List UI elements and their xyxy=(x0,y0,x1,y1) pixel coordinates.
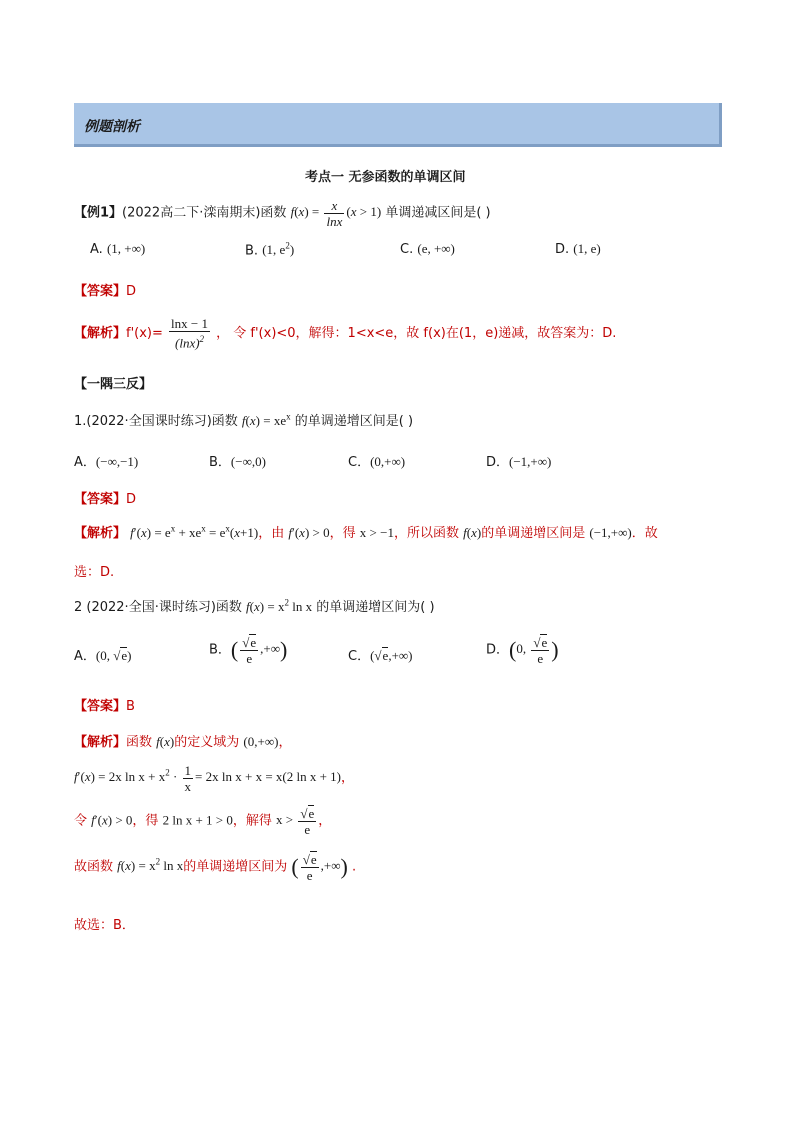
q2-option-a[interactable]: A．(0, √e) xyxy=(74,648,132,664)
ex1-analysis: 【解析】f'(x)= $\frac{\ln x - 1}{(\ln x)^2}$ ， 令 f'(x)<0，解得：1<x<e，故 f(x)在(1，e)递减，故答案为：D. xyxy=(74,316,617,351)
q2-option-d[interactable]: D．(0, $\frac{√e}{e}$ ) xyxy=(486,635,559,666)
q2-conclusion: 故选：B． xyxy=(74,918,135,933)
q2-analysis-line3: 令 f′(x) > 0，得 2 ln x + 1 > 0，解得 x > $\frac{√e}{e}$ ， xyxy=(74,806,332,837)
q1-option-a[interactable]: A．(−∞,−1) xyxy=(74,454,139,470)
ex1-answer: 【答案】D xyxy=(74,284,137,299)
q1-analysis-line1: 【解析】 $f'(x) = e^x + xe^x = e^x(x+1)$，由 f′(x) > 0，得 x > −1，所以函数 f(x)的单调递增区间是 (−1,+∞)．故 xyxy=(74,523,658,541)
ex1-option-d[interactable]: D. (1, e) xyxy=(555,241,601,257)
q2-analysis-line4: 故函数 $f(x) = x^2$ ln x的单调递增区间为 ( $\frac{√e}{e}$ ,+∞) . xyxy=(74,852,357,883)
q2-stem: 2 (2022·全国·课时练习)函数 $f(x) = x^2$ ln x 的单调递增区间为( ) xyxy=(74,597,435,615)
ex1-option-b[interactable]: B. (1, $e^2$) xyxy=(245,241,295,259)
q1-analysis-line2: 选：D. xyxy=(74,565,115,580)
q1-option-c[interactable]: C．(0,+∞) xyxy=(348,454,406,470)
q2-option-b[interactable]: B．( $\frac{√e}{e}$ ,+∞) xyxy=(209,635,288,666)
section-title: 考点一 无参函数的单调区间 xyxy=(305,170,466,185)
q1-answer: 【答案】D xyxy=(74,492,137,507)
ex1-option-a[interactable]: A. (1, +∞) xyxy=(90,241,146,257)
example-1-stem: 【例1】(2022高二下·滦南期末)函数 f(x) = $\frac{x}{\ln x}$ (x > 1) 单调递减区间是( ) xyxy=(74,198,491,229)
section-banner xyxy=(74,103,722,147)
yjsf-label: 【一隅三反】 xyxy=(74,377,153,392)
q2-answer: 【答案】B xyxy=(74,699,135,714)
q2-option-c[interactable]: C．(√e,+∞) xyxy=(348,648,413,664)
ex1-function: f(x) = $\frac{x}{\ln x}$ (x > 1) xyxy=(290,198,382,229)
q1-option-d[interactable]: D．(−1,+∞) xyxy=(486,454,552,470)
q1-stem: 1.(2022·全国课时练习)函数 $f(x) = xe^x$ 的单调递增区间是( ) xyxy=(74,411,414,429)
banner-title: 例题剖析 xyxy=(84,119,140,135)
ex1-option-c[interactable]: C. (e, +∞) xyxy=(400,241,455,257)
q2-analysis-line2: f′(x) = 2x $\ln x + x^2$ · $\frac{1}{x}$ = 2x ln x + x = x(2 ln x + 1)， xyxy=(74,763,355,794)
q1-option-b[interactable]: B．(−∞,0) xyxy=(209,454,266,470)
q2-analysis-line1: 【解析】函数 f(x)的定义域为 (0,+∞)， xyxy=(74,734,292,750)
